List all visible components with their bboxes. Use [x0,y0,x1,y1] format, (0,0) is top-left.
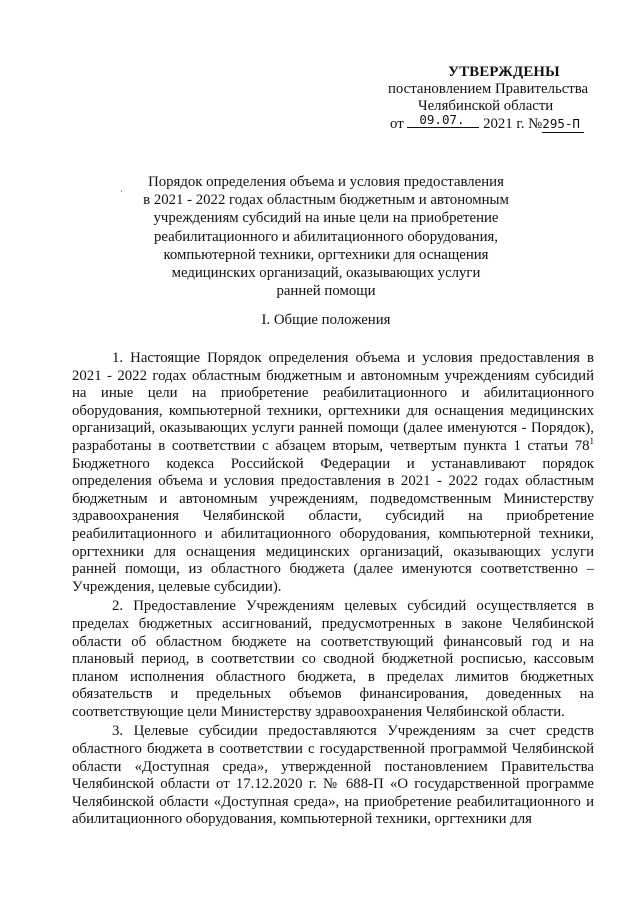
approval-line-government: постановлением Правительства [388,81,589,97]
document-heading [110,173,542,300]
heading-line: в 2021 - 2022 годах областным бюджетным и автономным [143,192,509,209]
approval-date-handwritten: 09.07. [419,112,465,127]
approval-title: УТВЕРЖДЕНЫ [448,64,560,80]
approval-from-prefix: от [390,116,404,132]
heading-line: компьютерной техники, оргтехники для оснащения [163,246,489,263]
paragraph-1 [72,350,594,596]
document-body [72,350,594,831]
approval-number-handwritten: 295-П [542,115,584,133]
approval-line-region: Челябинской области [418,98,554,114]
approval-line-date-number [388,112,608,133]
article-superscript: 1 [589,436,594,447]
paragraph-1-part-b: Бюджетного кодекса Российской Федерации и устанавливают порядок определения объема и условия предоставления в 2021 - 2022 годах областным бюджетным и автономным учреждениям, подведомственным Министерству здравоохранения Челябинской области, субсидий на приобретение реабилитационного и абилитационного оборудования, компьютерной техники, оргтехники для оснащения медицинских организаций, оказывающих услуги ранней помощи, из областного бюджета (далее именуются соответственно – Учреждения, целевые субсидии). [72,455,594,595]
heading-line: учреждениям субсидий на иные цели на приобретение [153,210,499,227]
section-title: I. Общие положения [261,312,391,328]
heading-line: реабилитационного и абилитационного оборудования, [154,228,498,245]
approval-stamp [388,64,608,133]
heading-line: медицинских организаций, оказывающих услуги [171,265,481,282]
heading-line: ранней помощи [276,283,376,300]
paragraph-3: 3. Целевые субсидии предоставляются Учреждениям за счет средств областного бюджета в соответствии с государственной программой Челябинской области «Доступная среда», утвержденной постановлением Правительства Челябинской области от 17.12.2020 г. № 688-П «О государственной программе Челябинской области «Доступная среда», на приобретение реабилитационного и абилитационного оборудования, компьютерной техники, оргтехники для [72,723,594,828]
approval-year-text: 2021 г. № [483,116,543,132]
paragraph-2: 2. Предоставление Учреждениям целевых субсидий осуществляется в пределах бюджетных ассигнований, предусмотренных в законе Челябинской области об областном бюджете на соответствующий финансовый год и на плановый период, в соответствии со сводной бюджетной росписью, кассовым планом исполнения областного бюджета, в пределах лимитов бюджетных обязательств и предельных объемов финансирования, доведенных на соответствующие цели Министерству здравоохранения Челябинской области. [72,598,594,720]
heading-line: Порядок определения объема и условия предоставления [148,174,504,190]
paragraph-1-part-a: 1. Настоящие Порядок определения объема и условия предоставления в 2021 - 2022 годах областным бюджетным и автономным учреждениям субсидий на иные цели на приобретение реабилитационного и абилитационного оборудования, компьютерной техники, оргтехники для оснащения медицинских организаций, оказывающих услуги ранней помощи (далее именуются - Порядок), разработаны в соответствии с абзацем вторым, четвертым пункта 1 статьи 78 [72,350,594,454]
